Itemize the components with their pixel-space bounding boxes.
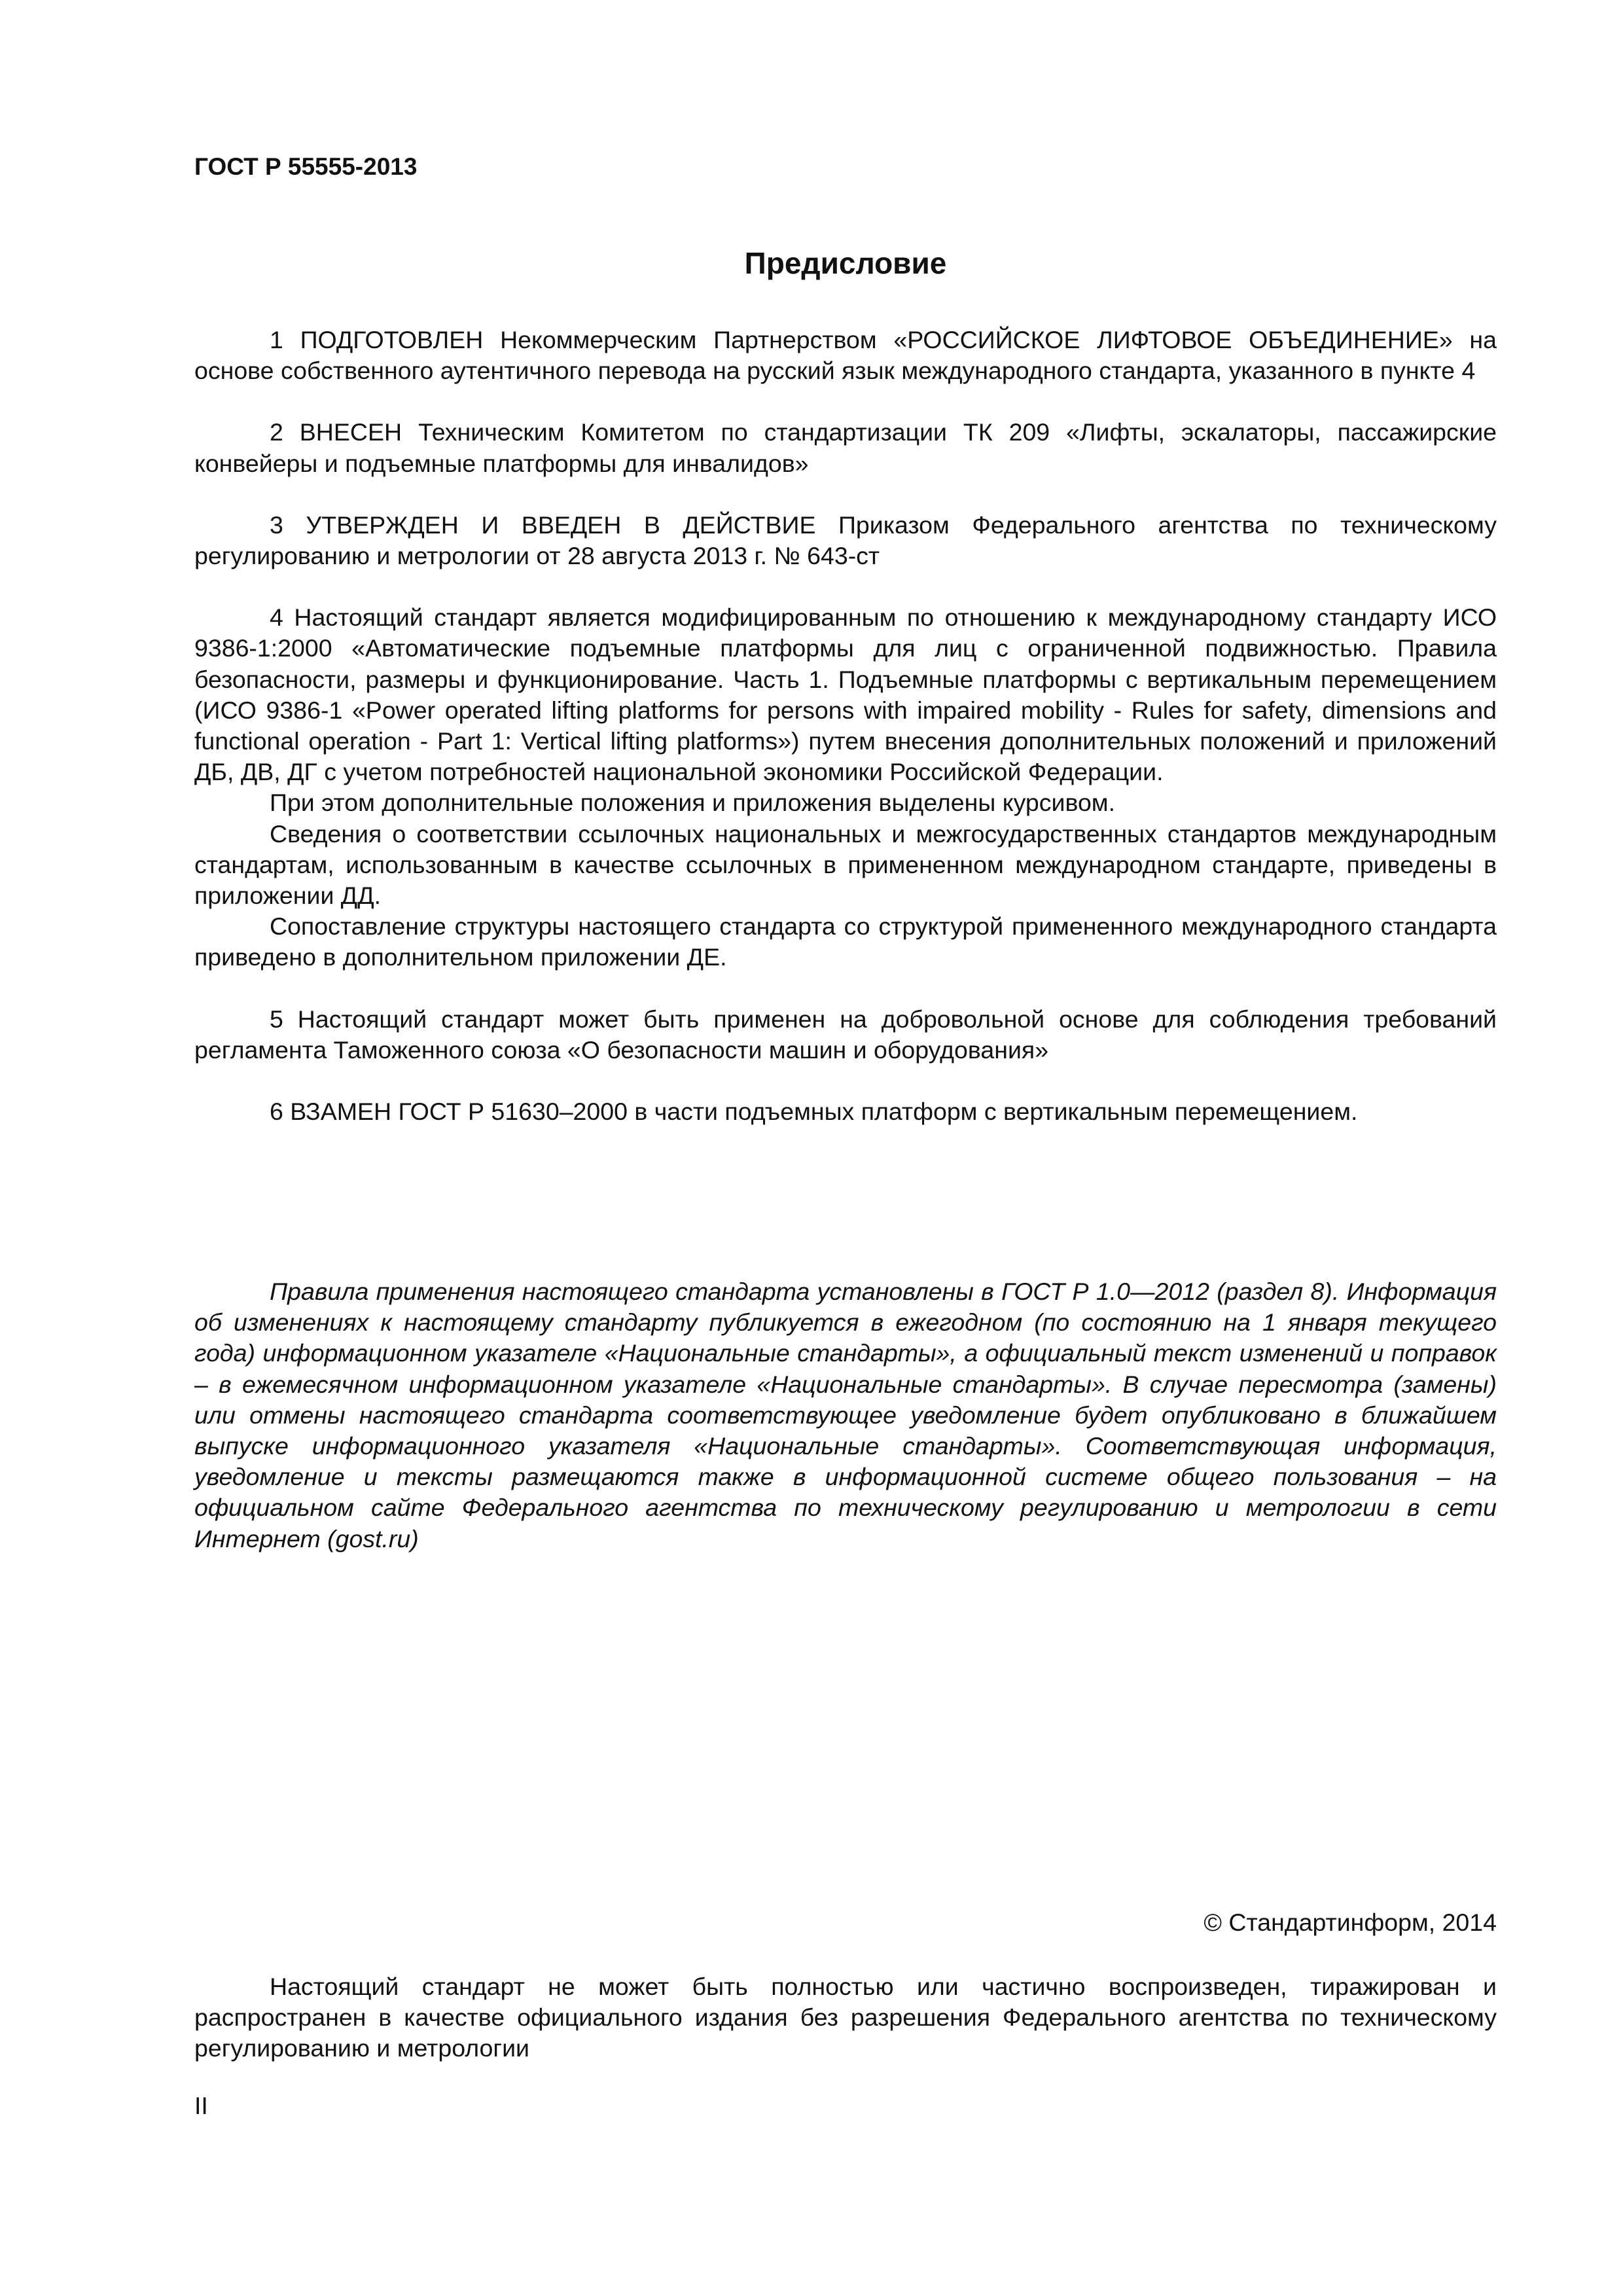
paragraph-italic-note: При этом дополнительные положения и приложения выделены курсивом. (270, 789, 1116, 817)
reproduction-notice (194, 1971, 1497, 2064)
application-rules-text: Правила применения настоящего стандарта установлены в ГОСТ Р 1.0—2012 (раздел 8). Информация об изменениях к настоящему стандарту публикуется в ежегодном (по состоянию на 1 января текущего года) информационном указателе «Национальные стандарты», а официальный текст изменений и поправок – в ежемесячном информационном указателе «Национальные стандарты». В случае пересмотра (замены) или отмены настоящего стандарта соответствующее уведомление будет опубликовано в ближайшем выпуске информационного указателя «Национальные стандарты». Соответствующая информация, уведомление и тексты размещаются также в информационной системе общего пользования – на официальном сайте Федерального агентства по техническому регулированию и метрологии в сети Интернет (gost.ru) (194, 1278, 1497, 1552)
paragraph-replaces: 6 ВЗАМЕН ГОСТ Р 51630–2000 в части подъемных платформ с вертикальным перемещением. (270, 1098, 1358, 1126)
paragraph-modified-standard: 4 Настоящий стандарт является модифицированным по отношению к международному стандарту ИСО 9386-1:2000 «Автоматические подъемные платформы для лиц с ограниченной подвижностью. Правила безопасности, размеры и функционирование. Часть 1. Подъемные платформы с вертикальным перемещением (ИСО 9386-1 «Power operated lifting platforms for persons with impaired mobility - Rules for safety, dimensions and functional operation - Part 1: Vertical lifting platforms») путем внесения дополнительных положений и приложений ДБ, ДВ, ДГ с учетом потребностей национальной экономики Российской Федерации. (194, 603, 1497, 786)
reproduction-notice-text: Настоящий стандарт не может быть полностью или частично воспроизведен, тиражирован и распространен в качестве официального издания без разрешения Федерального агентства по техническому регулированию и метрологии (194, 1973, 1497, 2062)
page-title: Предисловие (744, 246, 947, 280)
paragraph-references-info: Сведения о соответствии ссылочных национальных и межгосударственных стандартов международным стандартам, использованным в качестве ссылочных в примененном международном стандарте, приведены в приложении ДД. (194, 819, 1497, 910)
paragraph-approved: 3 УТВЕРЖДЕН И ВВЕДЕН В ДЕЙСТВИЕ Приказом Федерального агентства по техническому регулированию и метрологии от 28 августа 2013 г. № 643-ст (194, 511, 1497, 570)
foreword-body (194, 325, 1497, 1127)
paragraph-prepared: 1 ПОДГОТОВЛЕН Некоммерческим Партнерством «РОССИЙСКОЕ ЛИФТОВОЕ ОБЪЕДИНЕНИЕ» на основе собственного аутентичного перевода на русский язык международного стандарта, указанного в пункте 4 (194, 326, 1497, 385)
paragraph-structure-comparison: Сопоставление структуры настоящего стандарта со структурой примененного международного стандарта приведено в дополнительном приложении ДЕ. (194, 912, 1497, 971)
paragraph-submitted: 2 ВНЕСЕН Техническим Комитетом по стандартизации ТК 209 «Лифты, эскалаторы, пассажирские конвейеры и подъемные платформы для инвалидов» (194, 418, 1497, 477)
document-id-header: ГОСТ Р 55555-2013 (194, 153, 418, 180)
application-rules-block (194, 1276, 1497, 1554)
copyright-line: © Стандартинформ, 2014 (1204, 1909, 1497, 1936)
page-number: II (194, 2092, 208, 2119)
paragraph-voluntary-application: 5 Настоящий стандарт может быть применен на добровольной основе для соблюдения требований регламента Таможенного союза «О безопасности машин и оборудования» (194, 1005, 1497, 1064)
